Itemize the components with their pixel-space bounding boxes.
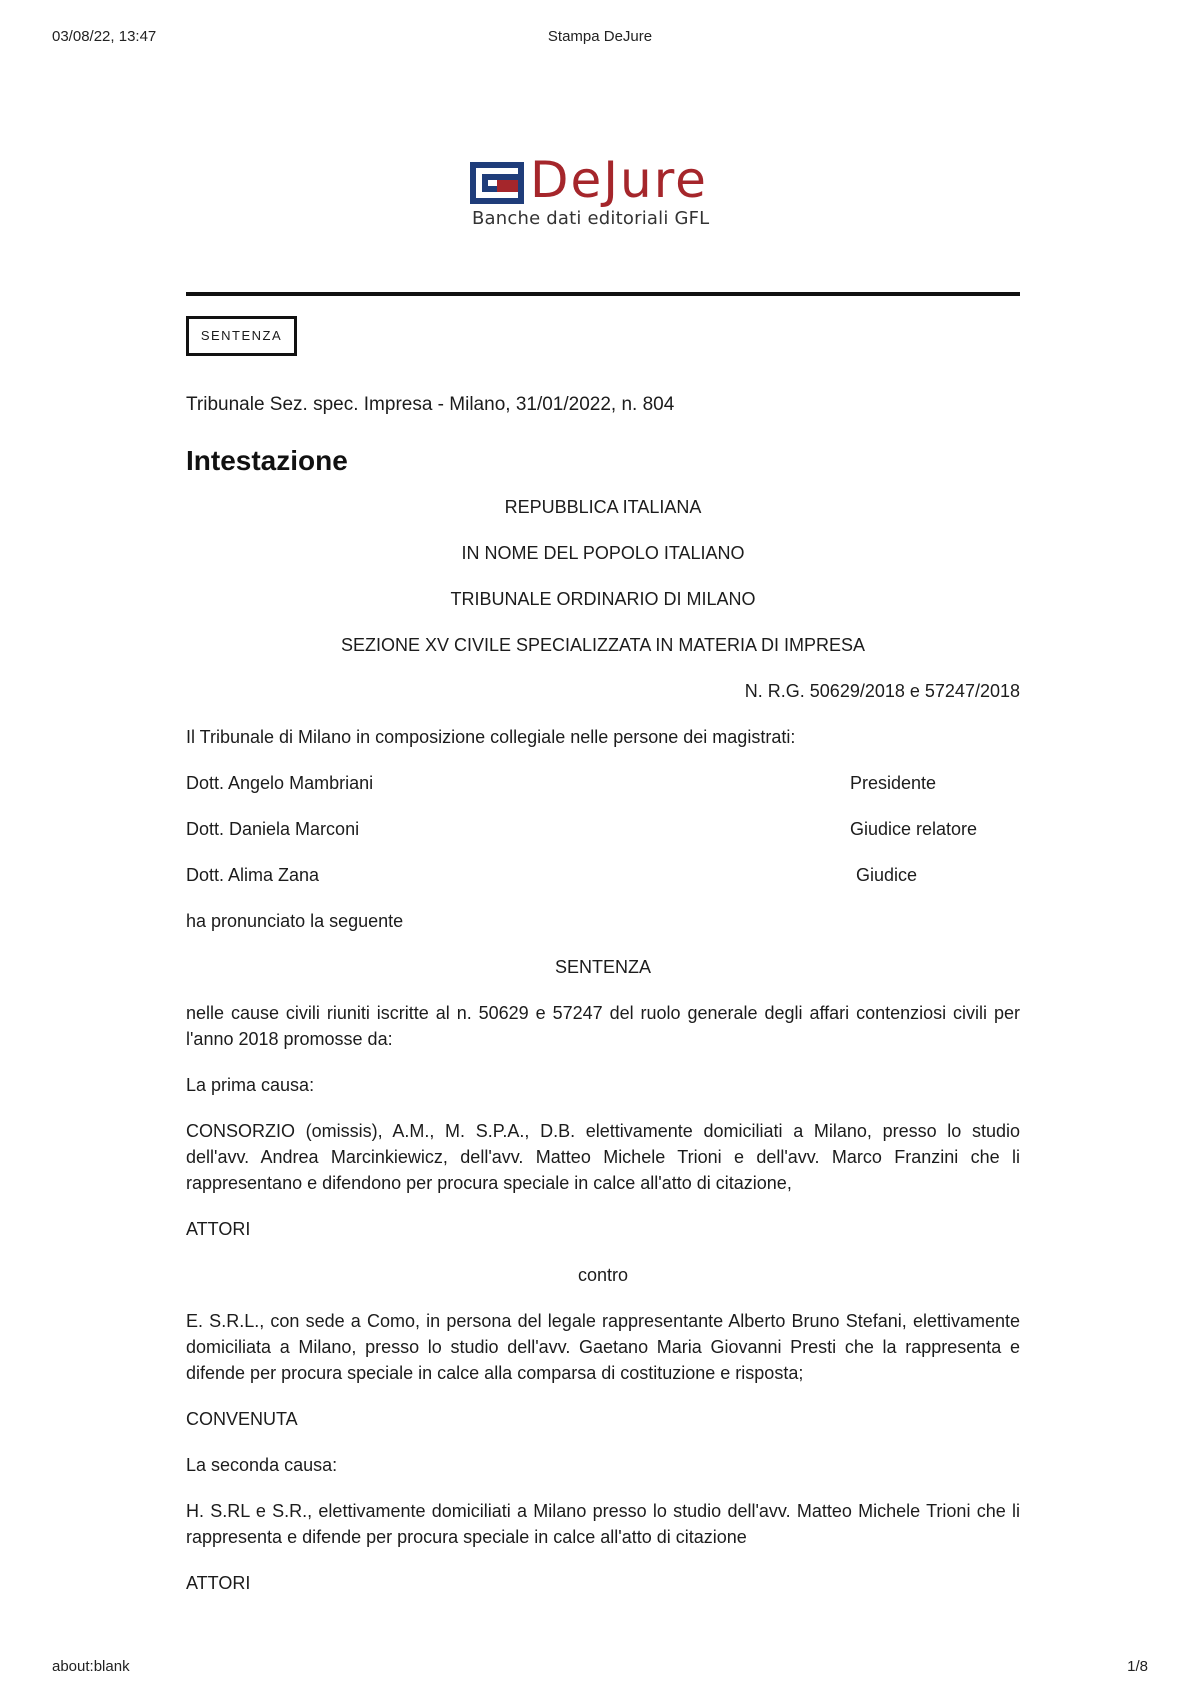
judge-name: Dott. Alima Zana: [186, 865, 320, 885]
heading-line: REPUBBLICA ITALIANA: [504, 497, 702, 517]
judge-row: [186, 862, 1020, 888]
logo-wordmark: DeJure: [530, 151, 708, 209]
print-header: [52, 28, 1148, 48]
dejure-logo: [470, 151, 730, 236]
judge-name: Dott. Daniela Marconi: [186, 819, 360, 839]
second-case-label: La seconda causa:: [186, 1455, 338, 1475]
judge-role: Giudice: [856, 865, 918, 885]
plaintiffs-label: ATTORI: [186, 1573, 251, 1593]
case-number: N. R.G. 50629/2018 e 57247/2018: [744, 681, 1020, 701]
judge-name: Dott. Angelo Mambriani: [186, 773, 374, 793]
logo-tagline: Banche dati editoriali GFL: [472, 208, 710, 229]
page-number: 1/8: [1127, 1658, 1148, 1675]
plaintiffs-label: ATTORI: [186, 1219, 251, 1239]
print-title: Stampa DeJure: [547, 28, 653, 45]
judge-role: Presidente: [850, 773, 937, 793]
document-type-badge: SENTENZA: [186, 316, 297, 356]
intro-paragraph: nelle cause civili riuniti iscritte al n. 50629 e 57247 del ruolo generale degli affari contenziosi civili per l'anno 2018 promosse da:: [186, 1003, 1020, 1049]
print-footer: [52, 1658, 1148, 1678]
first-case-defendant: E. S.R.L., con sede a Como, in persona del legale rappresentante Alberto Bruno Stefani, elettivamente domiciliata a Milano, presso lo studio dell'avv. Gaetano Maria Giovanni Presti che la rappresenta e difende per procura speciale in calce alla comparsa di costituzione e risposta;: [186, 1311, 1020, 1383]
citation: Tribunale Sez. spec. Impresa - Milano, 31/01/2022, n. 804: [186, 394, 675, 415]
first-case-plaintiffs: CONSORZIO (omissis), A.M., M. S.P.A., D.B. elettivamente domiciliati a Milano, presso lo studio dell'avv. Andrea Marcinkiewicz, dell'avv. Matteo Michele Trioni e dell'avv. Marco Franzini che li rappresentano e difendono per procura speciale in calce all'atto di citazione,: [186, 1121, 1020, 1193]
pronounced-line: ha pronunciato la seguente: [186, 911, 404, 931]
sentenza-title: SENTENZA: [554, 957, 651, 977]
header-divider: [186, 292, 1020, 296]
against-label: contro: [577, 1265, 629, 1285]
heading-line: IN NOME DEL POPOLO ITALIANO: [461, 543, 745, 563]
dejure-logo-icon: [470, 162, 524, 204]
heading-line: TRIBUNALE ORDINARIO DI MILANO: [450, 589, 756, 609]
defendant-label: CONVENUTA: [186, 1409, 298, 1429]
judge-role: Giudice relatore: [850, 819, 978, 839]
heading-line: SEZIONE XV CIVILE SPECIALIZZATA IN MATERIA DI IMPRESA: [340, 635, 866, 655]
print-datetime: 03/08/22, 13:47: [52, 28, 157, 45]
section-title: Intestazione: [186, 445, 348, 476]
composition-intro: Il Tribunale di Milano in composizione collegiale nelle persone dei magistrati:: [186, 727, 796, 747]
document-body: [186, 392, 1020, 1616]
judge-row: [186, 816, 1020, 842]
first-case-label: La prima causa:: [186, 1075, 315, 1095]
second-case-plaintiffs: H. S.RL e S.R., elettivamente domiciliati a Milano presso lo studio dell'avv. Matteo Michele Trioni che li rappresenta e difende per procura speciale in calce all'atto di citazione: [186, 1501, 1020, 1547]
print-url: about:blank: [52, 1658, 130, 1675]
judge-row: [186, 770, 1020, 796]
